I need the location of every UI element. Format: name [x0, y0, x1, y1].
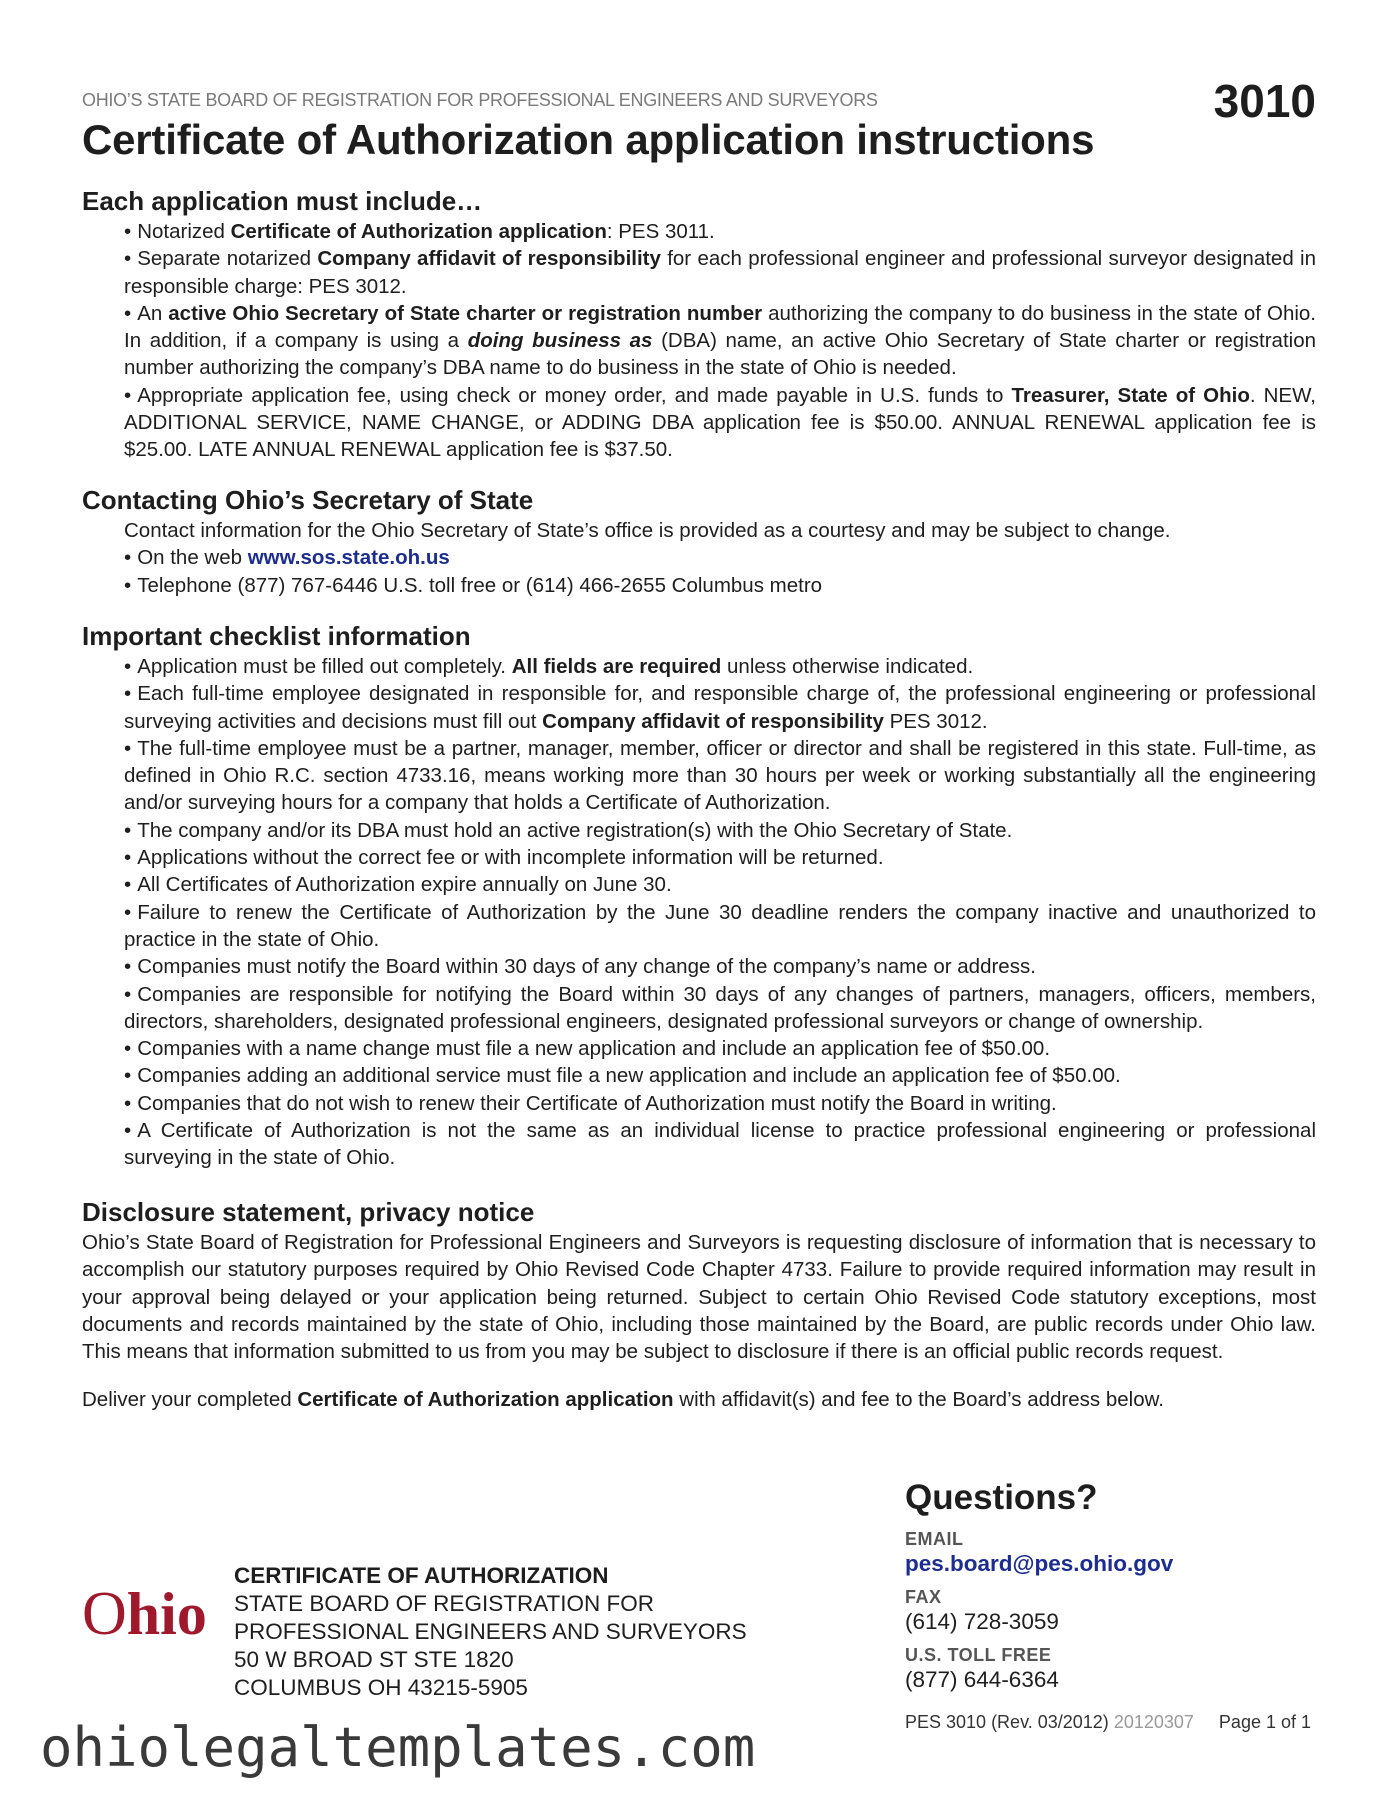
list-item: • Applications without the correct fee or with incomplete information will be returned.	[124, 846, 884, 870]
list-item: • Application must be filled out completely. All fields are required unless otherwise indicated.	[124, 655, 974, 678]
list-item: • Companies with a name change must file a new application and include an application fee of $50.00.	[124, 1037, 1051, 1061]
form-number: 3010	[1213, 75, 1316, 127]
checklist-heading: Important checklist information	[82, 621, 471, 651]
list-item: • Separate notarized Company affidavit of responsibility for each professional engineer and professional surveyor designated in responsible charge: PES 3012.	[124, 247, 1316, 298]
list-item: • An active Ohio Secretary of State charter or registration number authorizing the company to do business in the state of Ohio. In addition, if a company is using a doing business as (DBA) name, an active Ohio Secretary of State charter or registration number authorizing the company’s DBA name to do business in the state of Ohio is needed.	[124, 301, 1316, 380]
contact-intro: Contact information for the Ohio Secretary of State’s office is provided as a courtesy and may be subject to change.	[124, 519, 1171, 542]
list-item: • Companies that do not wish to renew their Certificate of Authorization must notify the Board in writing.	[124, 1091, 1057, 1115]
sos-web-link[interactable]: www.sos.state.oh.us	[247, 546, 450, 570]
disclosure-section	[82, 1195, 1316, 1414]
questions-heading: Questions?	[905, 1478, 1098, 1517]
address-line: STATE BOARD OF REGISTRATION FOR	[234, 1591, 655, 1616]
include-section	[82, 184, 1316, 464]
revision-text: PES 3010 (Rev. 03/2012)	[905, 1712, 1109, 1732]
list-item: • Companies adding an additional service must file a new application and include an application fee of $50.00.	[124, 1064, 1121, 1088]
list-item: • Companies are responsible for notifying the Board within 30 days of any changes of partners, managers, officers, members, directors, shareholders, designated professional engineers, designated professional surveyors or change of ownership.	[124, 982, 1316, 1033]
list-item: • Failure to renew the Certificate of Authorization by the June 30 deadline renders the company inactive and unauthorized to practice in the state of Ohio.	[124, 900, 1316, 951]
fax-number: (614) 728-3059	[905, 1609, 1059, 1634]
fax-label: FAX	[905, 1587, 942, 1607]
page-number: Page 1 of 1	[1218, 1712, 1311, 1732]
toll-free-number: (877) 644-6364	[905, 1667, 1059, 1692]
list-item: • Each full-time employee designated in responsible for, and responsible charge of, the professional engineering or professional surveying activities and decisions must fill out Company affidavit of responsibility PES 3012.	[124, 682, 1316, 733]
contact-list	[82, 517, 1316, 599]
deliver-instructions: Deliver your completed Certificate of Authorization application with affidavit(s) and fee to the Board’s address below.	[82, 1388, 1164, 1412]
disclosure-body: Ohio’s State Board of Registration for Professional Engineers and Surveyors is requesting disclosure of information that is necessary to accomplish our statutory purposes required by Ohio Revised Code Chapter 4733. Failure to provide required information may result in your approval being delayed or your application being returned. Subject to certain Ohio Revised Code statutory exceptions, most documents and records maintained by the state of Ohio, including those maintained by the Board, are public records under Ohio law. This means that information submitted to us from you may be subject to disclosure if there is an official public records request.	[82, 1231, 1316, 1364]
page-title: Certificate of Authorization application instructions	[82, 116, 1095, 163]
ohio-logo: Ohio	[82, 1580, 207, 1648]
list-item: • On the web www.sos.state.oh.us	[124, 546, 450, 570]
toll-free-label: U.S. TOLL FREE	[905, 1645, 1052, 1665]
disclosure-heading: Disclosure statement, privacy notice	[82, 1197, 535, 1227]
watermark: ohiolegaltemplates.com	[40, 1716, 756, 1779]
list-item: • Appropriate application fee, using check or money order, and made payable in U.S. funds to Treasurer, State of Ohio. NEW, ADDITIONAL SERVICE, NAME CHANGE, or ADDING DBA application fee is $50.00. ANNUAL RENEWAL application fee is $25.00. LATE ANNUAL RENEWAL application fee is $37.50.	[124, 383, 1316, 462]
email-link[interactable]: pes.board@pes.ohio.gov	[905, 1551, 1174, 1576]
address-line: 50 W BROAD ST STE 1820	[234, 1647, 514, 1672]
board-address	[234, 1562, 747, 1702]
questions-panel	[905, 1478, 1316, 1694]
address-line: COLUMBUS OH 43215-5905	[234, 1675, 528, 1700]
list-item: • Notarized Certificate of Authorization application: PES 3011.	[124, 220, 715, 243]
include-heading: Each application must include…	[82, 186, 483, 216]
revision-code: 20120307	[1113, 1712, 1194, 1732]
email-label: EMAIL	[905, 1529, 964, 1549]
include-list	[82, 218, 1316, 464]
revision-line	[905, 1712, 1311, 1733]
address-line: CERTIFICATE OF AUTHORIZATION	[234, 1563, 609, 1588]
list-item: • The company and/or its DBA must hold an active registration(s) with the Ohio Secretary of State.	[124, 818, 1013, 842]
address-line: PROFESSIONAL ENGINEERS AND SURVEYORS	[234, 1619, 747, 1644]
list-item: • Companies must notify the Board within 30 days of any change of the company’s name or address.	[124, 955, 1036, 979]
contact-section	[82, 483, 1316, 599]
org-header: OHIO’S STATE BOARD OF REGISTRATION FOR PROFESSIONAL ENGINEERS AND SURVEYORS	[82, 90, 878, 110]
checklist-section	[82, 619, 1316, 1172]
list-item: • All Certificates of Authorization expire annually on June 30.	[124, 873, 672, 897]
list-item: • A Certificate of Authorization is not the same as an individual license to practice professional engineering or professional surveying in the state of Ohio.	[124, 1119, 1316, 1170]
list-item: • Telephone (877) 767-6446 U.S. toll free or (614) 466-2655 Columbus metro	[124, 573, 823, 597]
list-item: • The full-time employee must be a partner, manager, member, officer or director and shall be registered in this state. Full-time, as defined in Ohio R.C. section 4733.16, means working more than 30 hours per week or working substantially all the engineering and/or surveying hours for a company that holds a Certificate of Authorization.	[124, 736, 1316, 815]
contact-heading: Contacting Ohio’s Secretary of State	[82, 485, 534, 515]
checklist-list	[82, 653, 1316, 1172]
